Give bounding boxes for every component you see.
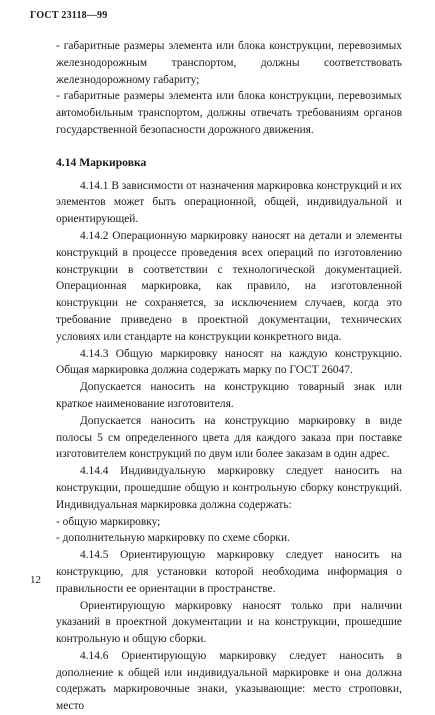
paragraph-4-14-4: 4.14.4 Индивидуальную маркировку следует наносить на конструкции, прошедшие общую и контрольную сборку конструкций. Индивидуальная маркировка должна содержать: <box>56 465 402 511</box>
page-number: 12 <box>30 574 41 586</box>
paragraph-4-14-6: 4.14.6 Ориентирующую маркировку следует наносить в дополнение к общей или индивидуальной маркировке и она должна содержать маркировочные знаки, указывающие: место строповки, место <box>56 649 402 713</box>
paragraph-4-14-1: 4.14.1 В зависимости от назначения маркировка конструкций и их элементов может быть операционной, общей, индивидуальной и ориентирующей. <box>56 179 403 226</box>
section-heading-marking: 4.14 Маркировка <box>56 155 147 169</box>
paragraph-dash-railway: - габаритные размеры элемента или блока конструкции, перевозимых железнодорожным транспортом, должны соответствовать железнодорожному габариту; <box>56 40 402 86</box>
paragraph-dash-road: - габаритные размеры элемента или блока конструкции, перевозимых автомобильным транспортом, должны отвечать требованиям органов государственной безопасности дорожного движения. <box>56 90 402 136</box>
paragraph-4-14-3: 4.14.3 Общую маркировку наносят на каждую конструкцию. Общая маркировка должна содержать марку по ГОСТ 26047. <box>56 347 402 377</box>
paragraph-4-14-2: 4.14.2 Операционную маркировку наносят на детали и элементы конструкций в процессе проведения всех операций по изготовлению конструкции в соответствии с технологической документацией. Операционная маркировка, как правило, на изготовленной конструкции не сохраняется, за исключением случаев, когда это требование приведено в проектной документации, технических условиях или стандарте на конструкции конкретного вида. <box>56 229 402 343</box>
paragraph-4-14-5: 4.14.5 Ориентирующую маркировку следует наносить на конструкцию, для установки которой необходима информация о правильности ее ориентации в пространстве. <box>56 549 402 595</box>
paragraph-orienting-conditions: Ориентирующую маркировку наносят только при наличии указаний в проектной документации и на конструкции, прошедшие контрольную и общую сборки. <box>56 599 402 646</box>
document-code-header: ГОСТ 23118—99 <box>30 10 108 21</box>
document-body <box>56 38 402 715</box>
list-item-general-marking: - общую маркировку; <box>56 515 161 528</box>
list-item-additional-marking: - дополнительную маркировку по схеме сборки. <box>56 532 290 545</box>
paragraph-trademark: Допускается наносить на конструкцию товарный знак или краткое наименование изготовителя. <box>56 381 402 410</box>
paragraph-color-stripe: Допускается наносить на конструкцию маркировку в виде полосы 5 см определенного цвета для каждого заказа при поставке изготовителем конструкций по двум или более заказам в один адрес. <box>56 414 402 461</box>
